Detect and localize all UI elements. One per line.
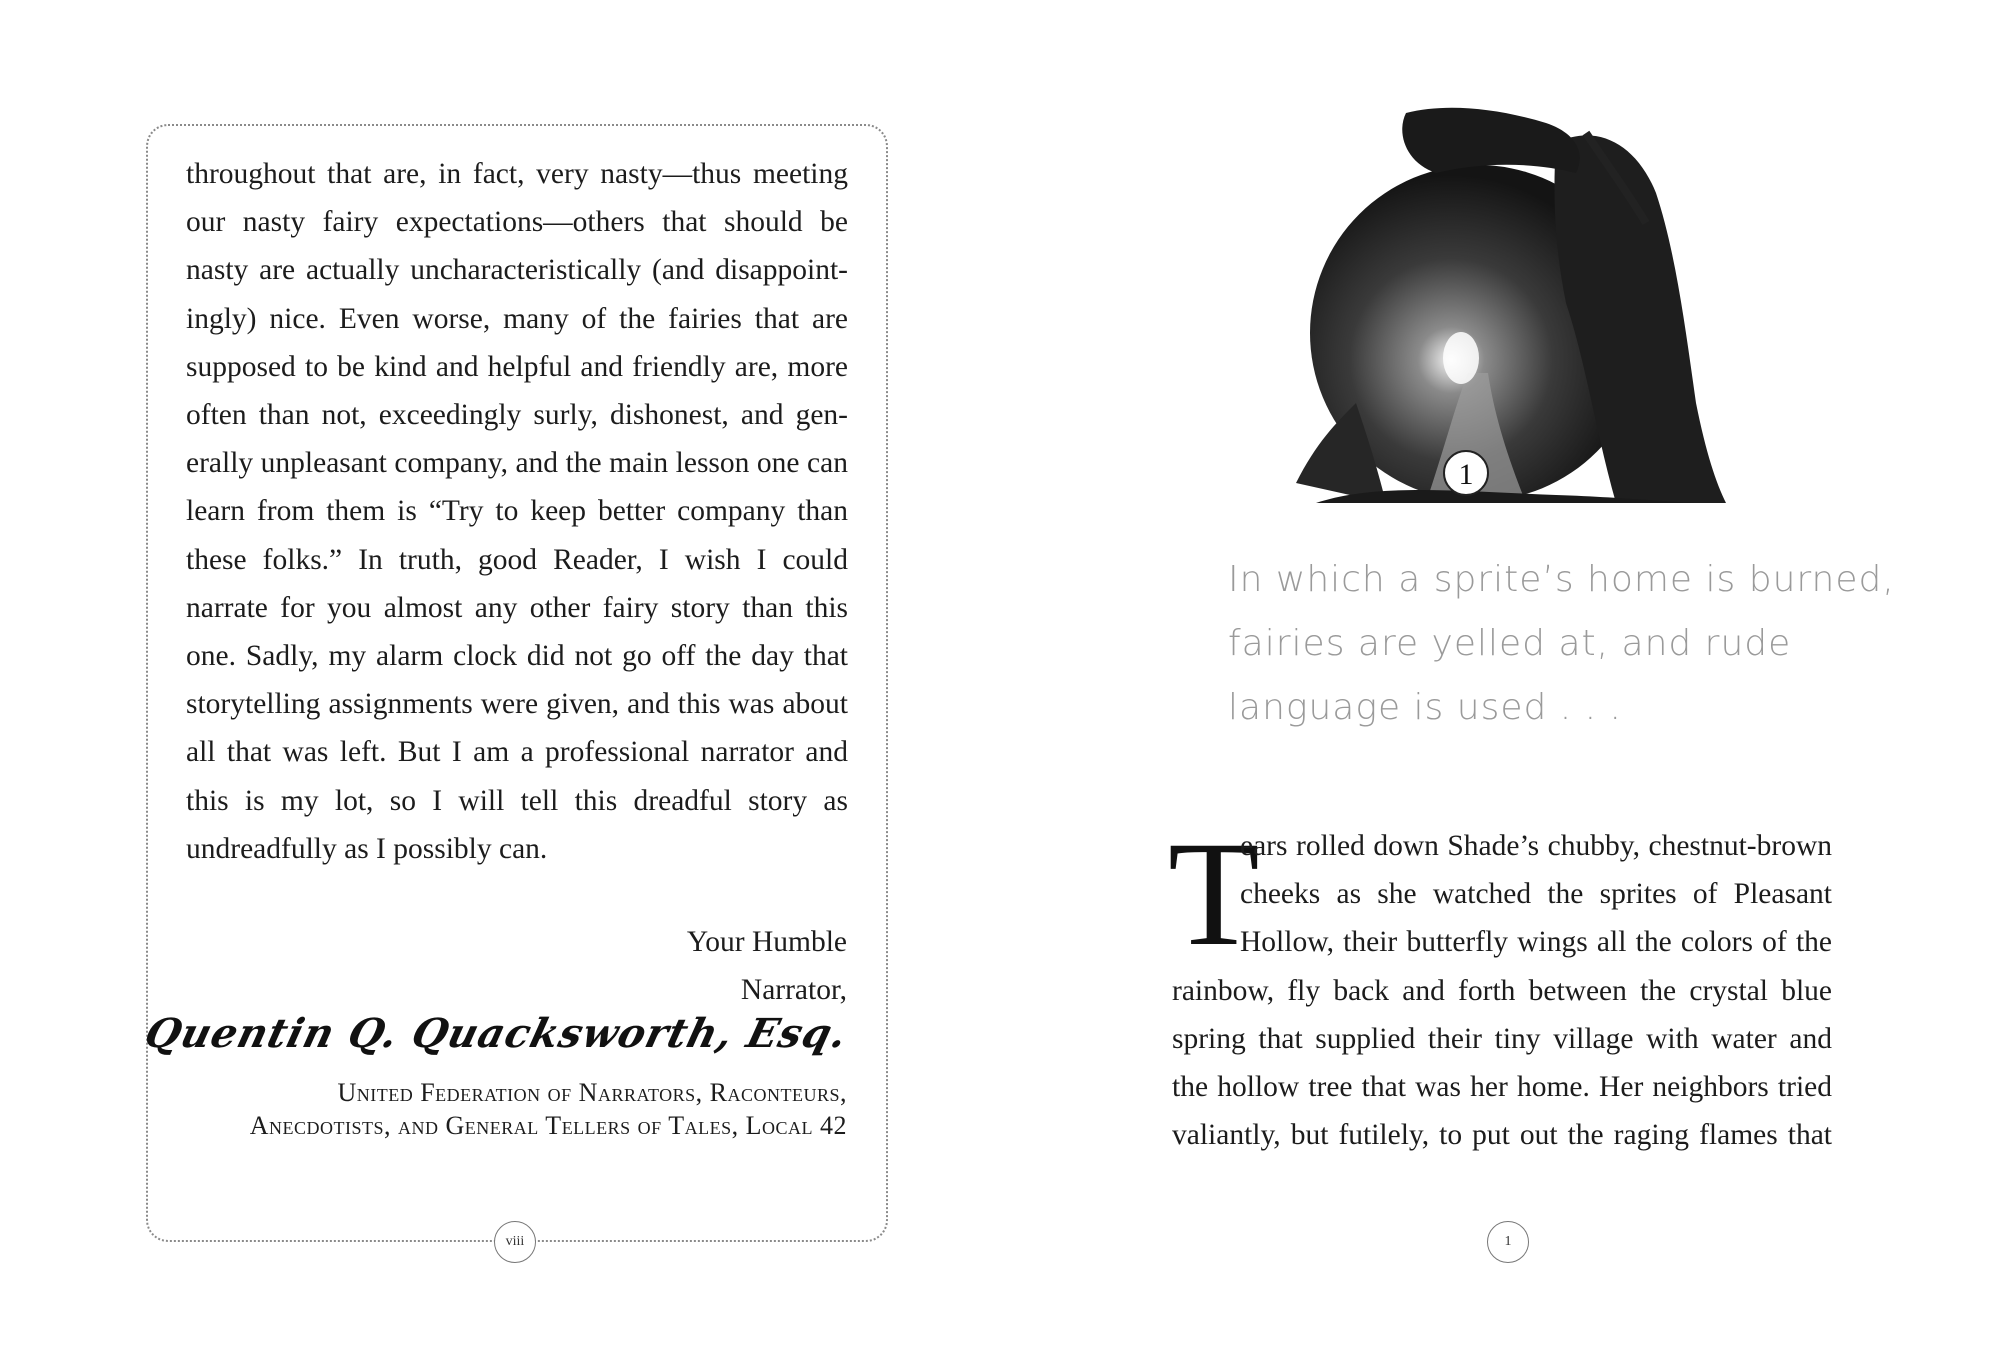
narrator-signature: Quentin Q. Quacksworth, Esq. [140,1010,853,1057]
page-number-left: viii [494,1221,536,1263]
left-page-text [186,150,848,873]
affiliation-line-1: United Federation of Narrators, Raconteurs, [337,1078,847,1107]
body-line-6: the hollow tree that was her home. Her neighbors tried [1172,1071,1832,1104]
closing-block [687,918,847,1014]
body-line-7: valiantly, but futilely, to put out the raging flames that [1172,1119,1832,1152]
body-line-1: ears rolled down Shade’s chubby, chestnut-brown [1240,830,1832,862]
affiliation-line-2: Anecdotists, and General Tellers of Tales, Local 42 [249,1111,847,1140]
epigraph-line-1: In which a sprite’s home is burned, [1228,559,1895,600]
chapter-body-text [1172,822,1832,1159]
chapter-illustration [1256,103,1736,523]
body-line-2: cheeks as she watched the sprites of Pleasant [1240,878,1832,911]
body-line-4: rainbow, fly back and forth between the crystal blue [1172,974,1832,1007]
narrator-affiliation [250,1076,847,1142]
body-line-5: spring that supplied their tiny village with water and [1172,1022,1832,1055]
left-page-paragraph: throughout that are, in fact, very nasty—thus meeting our nasty fairy expectations—others that should be nasty are actually uncharacteristically (and disappoint- ingly) nice. Even worse, many of the fairies that are supposed to be kind and helpful and friendly are, more often than not, exceedingly surly, dishonest, and gen- erally unpleasant company, and the main lesson one can learn from them is “Try to keep better company than these folks.” In truth, good Reader, I wish I could narrate for you almost any other fairy story than this one. Sadly, my alarm clock did not go off the day that storytelling assignments were given, and this was about all that was left. But I am a professional narrator and this is my lot, so I will tell this dreadful story as undreadfully as I possibly can. [186,158,848,865]
closing-line-2: Narrator, [740,974,847,1006]
drop-cap: T [1168,811,1260,977]
epigraph-line-2: fairies are yelled at, and rude [1228,623,1792,664]
epigraph-line-3: language is used . . . [1228,687,1622,728]
chapter-number: 1 [1458,458,1474,491]
body-line-3: Hollow, their butterfly wings all the colors of the [1240,926,1832,959]
page-number-right: 1 [1487,1221,1529,1263]
chapter-epigraph [1228,548,1895,740]
closing-line-1: Your Humble [686,926,847,958]
